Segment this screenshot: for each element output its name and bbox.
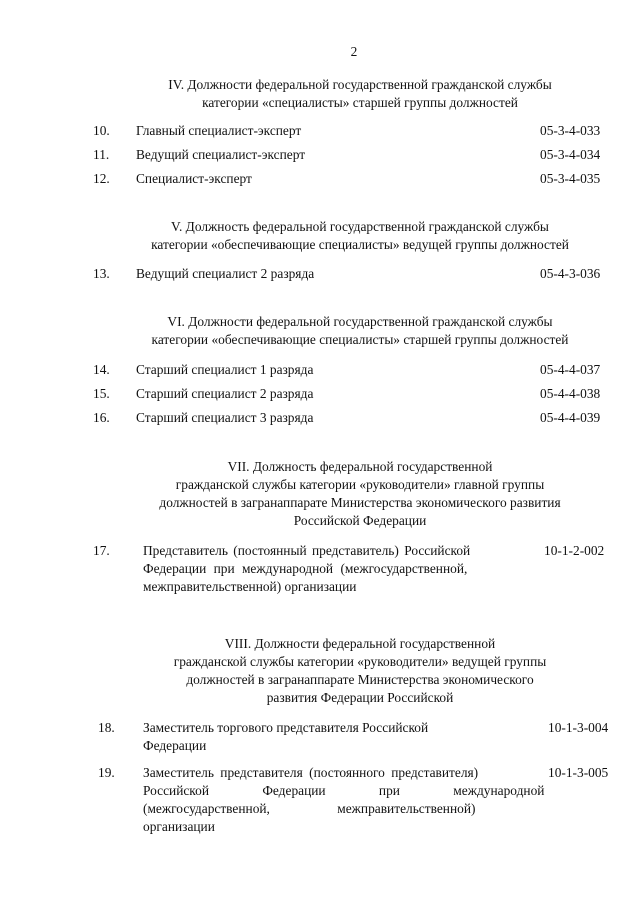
heading-line: гражданской службы категории «руководители» ведущей группы — [173, 654, 547, 669]
item-title-line: Федерации — [143, 738, 207, 753]
heading-line: должностей в загранаппарате Министерства экономического развития — [159, 495, 561, 510]
item-code: 10-1-2-002 — [544, 543, 605, 558]
item-code: 05-4-4-038 — [540, 386, 601, 401]
list-item — [0, 409, 640, 427]
item-code: 05-4-4-037 — [540, 362, 601, 377]
item-title-line: Федерации при международной (межгосударственной, — [143, 561, 468, 576]
item-number: 11. — [93, 147, 110, 162]
list-item — [0, 719, 640, 755]
heading-line: VIII. Должности федеральной государственной — [224, 636, 496, 651]
heading-line: категории «специалисты» старшей группы должностей — [202, 95, 518, 110]
item-number: 17. — [93, 543, 110, 558]
heading-line: категории «обеспечивающие специалисты» старшей группы должностей — [151, 332, 569, 347]
list-item — [0, 385, 640, 403]
list-item — [0, 122, 640, 140]
item-number: 13. — [93, 266, 110, 281]
item-number: 16. — [93, 410, 110, 425]
list-item — [0, 764, 640, 836]
item-number: 10. — [93, 123, 110, 138]
item-code: 10-1-3-005 — [548, 765, 609, 780]
page-number: 2 — [350, 44, 358, 59]
item-title-line: Российской Федерации при международной — [143, 783, 545, 798]
item-title: Старший специалист 3 разряда — [136, 410, 314, 425]
item-title — [143, 719, 523, 755]
item-title-line: Заместитель торгового представителя Российской — [143, 720, 429, 735]
item-title: Специалист-эксперт — [136, 171, 252, 186]
list-item — [0, 146, 640, 164]
heading-line: VII. Должность федеральной государственной — [227, 459, 493, 474]
list-item — [0, 265, 640, 283]
item-title-line: организации — [143, 819, 215, 834]
item-number: 18. — [98, 720, 115, 735]
item-title — [143, 542, 523, 596]
item-number: 12. — [93, 171, 110, 186]
item-title-line — [143, 542, 523, 560]
heading-line: должностей в загранаппарате Министерства экономического — [186, 672, 534, 687]
item-code: 10-1-3-004 — [548, 720, 609, 735]
list-item — [0, 361, 640, 379]
heading-line: Российской Федерации — [293, 513, 427, 528]
item-title: Ведущий специалист-эксперт — [136, 147, 306, 162]
item-number: 15. — [93, 386, 110, 401]
item-code: 05-3-4-035 — [540, 171, 601, 186]
heading-line: VI. Должности федеральной государственной гражданской службы — [167, 314, 553, 329]
heading-line: гражданской службы категории «руководители» главной группы — [175, 477, 545, 492]
item-number: 19. — [98, 765, 115, 780]
list-item — [0, 542, 640, 598]
heading-line: IV. Должности федеральной государственной гражданской службы — [168, 77, 552, 92]
item-title: Старший специалист 1 разряда — [136, 362, 314, 377]
heading-line: развития Федерации Российской — [266, 690, 454, 705]
section-heading-vi — [100, 313, 620, 349]
item-number: 14. — [93, 362, 110, 377]
section-heading-v — [100, 218, 620, 254]
item-code: 05-4-4-039 — [540, 410, 601, 425]
item-code: 05-3-4-033 — [540, 123, 601, 138]
list-item — [0, 170, 640, 188]
title-line-text: Представитель (постоянный представитель) Российской — [143, 543, 471, 558]
item-code: 05-4-3-036 — [540, 266, 601, 281]
item-title: Ведущий специалист 2 разряда — [136, 266, 315, 281]
heading-line: категории «обеспечивающие специалисты» ведущей группы должностей — [151, 237, 569, 252]
section-heading-iv — [100, 76, 620, 112]
section-heading-vii — [100, 458, 620, 530]
item-code: 05-3-4-034 — [540, 147, 601, 162]
item-title: Старший специалист 2 разряда — [136, 386, 314, 401]
section-heading-viii — [100, 635, 620, 707]
item-title-line: Заместитель представителя (постоянного представителя) — [143, 765, 479, 780]
heading-line: V. Должность федеральной государственной гражданской службы — [171, 219, 549, 234]
item-title: Главный специалист-эксперт — [136, 123, 302, 138]
item-title-line: межправительственной) организации — [143, 579, 357, 594]
item-title-line: (межгосударственной, межправительственной) — [143, 801, 476, 816]
item-title — [143, 764, 545, 836]
